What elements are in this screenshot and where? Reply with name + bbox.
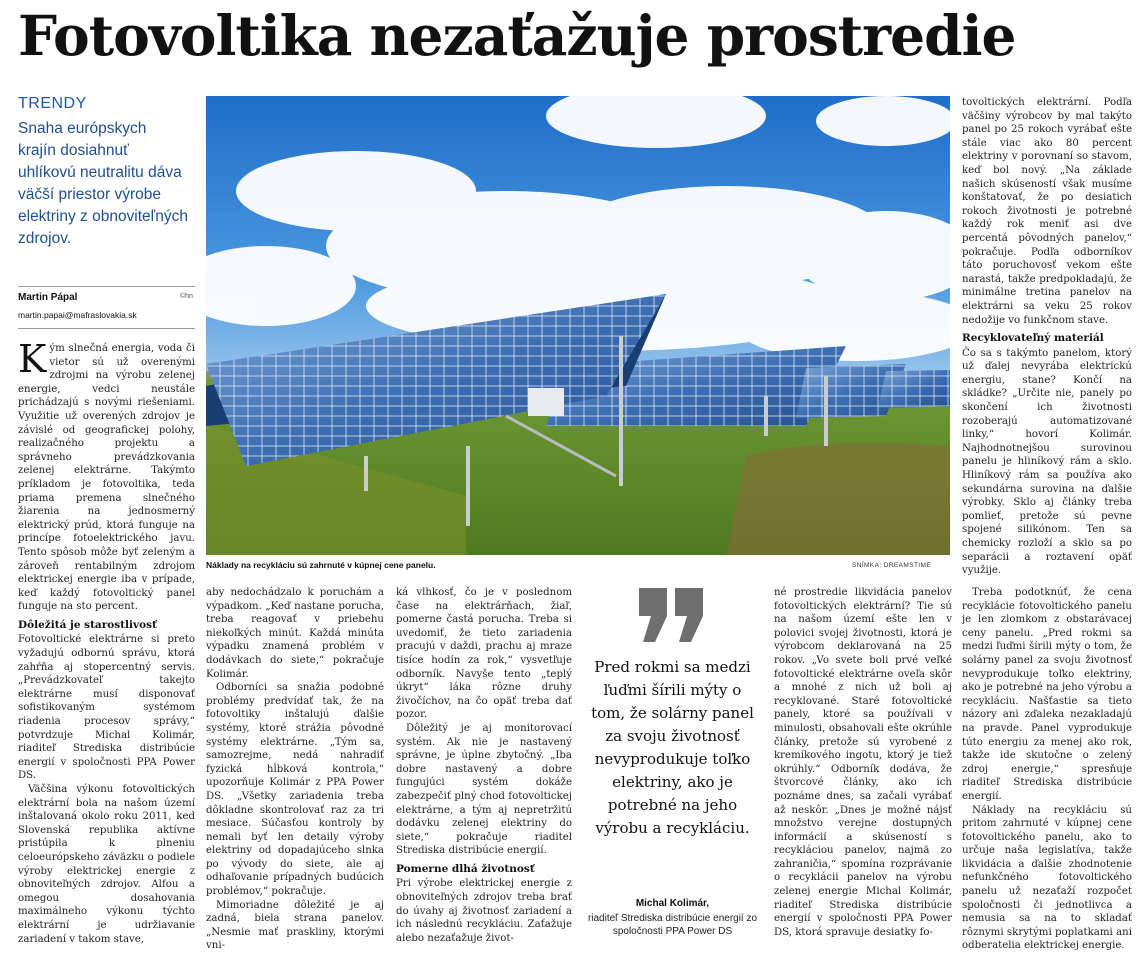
lead-paragraph: Snaha európskych krajín dosiahnuť uhlíkovú neutralitu dáva väčší priestor výrobe elektriny z obnoviteľných zdrojov.	[18, 120, 188, 247]
article-column-2	[206, 586, 384, 966]
rubric-label: TRENDY	[18, 95, 87, 112]
article-column-3	[396, 586, 572, 966]
article-column-1	[18, 342, 195, 966]
article-paragraph: Väčšina výkonu fotovoltických elektrární bola na našom území inštalovaná okolo roku 2011, keď Slovenská republika aktívne pristúpila k plneniu celoeurópskeho záväzku o podiele výroby elektrickej energie z obnoviteľných zdrojov. Alfou a omegou dosahovania maximálneho výkonu týchto elektrární je udržiavanie zariadení v takom stave,	[18, 784, 195, 945]
author-name: Martin Pápal	[18, 292, 78, 303]
headline: Fotovoltika nezaťažuje prostredie	[18, 3, 1016, 68]
drop-cap: K	[18, 342, 47, 381]
subheading: Recyklovateľný materiál	[962, 332, 1104, 345]
article-paragraph: Mimoriadne dôležité je aj zadná, biela strana panelov. „Nesmie mať praskliny, ktorými vni-	[206, 899, 384, 952]
author-email[interactable]: martin.papai@mafraslovakia.sk	[18, 310, 137, 320]
article-paragraph: Dôležitý je aj monitorovací systém. Ak nie je nastavený správne, je úplne zbytočný. „Iba dobre nastavený a dobre fungujúci systém dokáže zabezpečiť plný chod fotovoltickej elektrárne, a tým aj nepretržitú dodávku zelenej elektriny do siete,“ pokračuje riaditeľ Strediska distribúcie energií.	[396, 722, 572, 857]
pull-quote	[585, 586, 760, 966]
quote-text: Pred rokmi sa medzi ľuďmi šírili mýty o tom, že solárny panel za svoju životnosť nevyprodukuje toľko elektriny, ako je potrebné na jeho výrobu a recykláciu.	[591, 658, 754, 837]
article-paragraph: Čo sa s takýmto panelom, ktorý už ďalej nevyrába elektrickú energiu, stane? Končí na skládke? „Určite nie, panely po skončení ich životnosti rozoberajú automatizované linky,“ hovorí Kolimár. Najhodnotnejšou surovinou panelu je hliníkový rám a sklo. Hliníkový rám sa používa ako sekundárna surovina na ďalšie výrobky. Sklo aj články treba pomlieť, pretože sú pevne spojené silikónom. Ten sa chemicky rozloží a sklo sa po separácii a roztavení opäť využije.	[962, 347, 1132, 576]
quote-author-role: riaditeľ Strediska distribúcie energií zo spoločnosti PPA Power DS	[587, 913, 758, 937]
article-paragraph: Treba podotknúť, že cena recyklácie fotovoltického panelu je len zlomkom z obstarávacej ceny panelu. „Pred rokmi sa medzi ľuďmi šírili mýty o tom, že solárny panel za svoju životnosť nevyprodukuje toľko elektriny, ako je potrebné na jeho výrobu a recykláciu. Našťastie sa tieto názory ani zďaleka nezakladajú na pravde. Panel vyprodukuje túto energiu za menej ako rok, takže ide skutočne o zelený zdroj energie,“ spresňuje riaditeľ Strediska distribúcie energií.	[962, 587, 1132, 802]
article-paragraph: Náklady na recykláciu sú pritom zahrnuté v kúpnej cene fotovoltického panelu, ako to určuje naša legislatíva, takže likvidácia a ďalšie zhodnotenie nefunkčného fotovoltického panelu už nezaťaží rozpočet spoločnosti či jednotlivca a nemusia sa na to skladať rôznymi skrytými poplatkami ani odberatelia elektrickej energie.	[962, 804, 1132, 952]
divider	[18, 286, 195, 287]
article-paragraph: tovoltických elektrární. Podľa väčšiny výrobcov by mal takýto panel po 25 rokoch vyrábať ešte stále viac ako 80 percent elektriny v porovnaní so stavom, keď bol nový. „Na základe našich skúseností však musíme konštatovať, že po desiatich rokoch životnosti je potrebné každý rok meniť asi dve percentá pôvodných panelov,“ pokračuje. Podľa odborníkov táto poruchovosť vekom ešte narastá, takže predpokladajú, že minimálne tretina panelov na elektrárni sa veku 25 rokov nedožije vo funkčnom stave.	[962, 97, 1132, 326]
article-paragraph: ká vlhkosť, čo je v poslednom čase na elektrárňach, žiaľ, pomerne častá porucha. Treba si uvedomiť, že tieto zariadenia pracujú v daždi, prachu aj mraze tisíce hodín za rok,“ vysvetľuje odborník. Navyše tento „teplý úkryt“ láka rôzne druhy živočíchov, na čo opäť treba dať pozor.	[396, 587, 572, 721]
article-paragraph: aby nedochádzalo k poruchám a výpadkom. „Keď nastane porucha, treba reagovať v priebehu niekoľkých minút. Každá minúta výpadku znamená problém v dodávkach do siete,“ pokračuje Kolimár.	[206, 587, 384, 680]
photo-credit: SNÍMKA: DREAMSTIME	[852, 562, 932, 569]
quote-mark-icon	[637, 586, 707, 646]
subheading: Dôležitá je starostlivosť	[18, 618, 157, 631]
photo-caption: Náklady na recykláciu sú zahrnuté v kúpnej cene panelu.	[206, 560, 436, 570]
quote-author: Michal Kolimár,	[635, 898, 710, 909]
article-paragraph: Pri výrobe elektrickej energie z obnoviteľných zdrojov treba brať do úvahy aj životnosť zariadení a ich následnú recykláciu. Zaťažuje alebo nezaťažuje život-	[396, 878, 572, 944]
article-column-6-bottom	[962, 586, 1132, 966]
article-paragraph: Kým slnečná energia, voda či vietor sú už overenými zdrojmi na výrobu zelenej energie, vedci neustále prichádzajú s novými riešeniami. Využitie už overených zdrojov je závislé od geografickej polohy, realizačného projektu a správneho prevádzkovania zelenej elektrárne. Takýmto príkladom je fotovoltika, teda priama premena slnečného žiarenia na jednosmerný elektrický prúd, ktorá funguje na princípe fotoelektrického javu. Tento spôsob môže byť zeleným a zároveň rentabilným zdrojom elektrickej energie iba v prípade, keď každý fotovoltický panel funguje na sto percent.	[18, 342, 195, 613]
article-column-6-top	[962, 96, 1132, 576]
article-paragraph: Odborníci sa snažia podobné problémy predvídať tak, že na fotovoltiky inštalujú ďalšie systémy, ktoré strážia pôvodné systémy elektrárne. „Tým sa, samozrejme, nedá nahradiť fyzická hĺbková kontrola,“ upozorňuje Kolimár z PPA Power DS. „Všetky zariadenia treba dôkladne skontrolovať raz za tri mesiace. Súčasťou kontroly by nemali byť len detaily výroby elektriny od dopadajúceho slnka po vývody do siete, ale aj odhaľovanie prípadných budúcich problémov,“ pokračuje.	[206, 682, 384, 898]
divider	[18, 328, 195, 329]
solar-panels-photo	[206, 96, 950, 555]
subheading: Pomerne dlhá životnosť	[396, 862, 535, 875]
article-column-5	[774, 586, 952, 966]
article-paragraph: Fotovoltické elektrárne si preto vyžadujú odbornú správu, ktorá zahŕňa aj stopercentný servis. „Prevádzkovateľ takejto elektrárne musí disponovať sofistikovaným systémom riadenia procesov správy,“ potvrdzuje Michal Kolimár, riaditeľ Strediska distribúcie energií v spoločnosti PPA Power DS.	[18, 634, 195, 782]
article-paragraph: né prostredie likvidácia panelov fotovoltických elektrární? Tie sú na našom území ešte len v polovici svojej životnosti, ktorá je výrobcom deklarovaná na 25 rokov. „Vo svete boli prvé veľké fotovoltické elektrárne oveľa skôr a mnohé z nich už boli aj recyklované. Staré fotovoltické panely, ktoré sa používali v minulosti, obsahovali ešte okrúhle články, pretože sú vyrobené z kremíkového ingotu, ktorý je tiež okrúhly.“ Odborník dodáva, že štvorcové články, ako ich poznáme dnes, sa začali vyrábať až neskôr. „Dnes je možné nájsť množstvo verejne dostupných informácií a skúseností s recykláciou panelov, najmä zo zahraničia,“ spomína rozprávanie o recyklácii panelov na výrobu zelenej energie Michal Kolimár, riaditeľ Strediska distribúcie energií v spoločnosti PPA Power DS, ktorá spravuje desiatky fo-	[774, 587, 952, 938]
author-credit: ©hn	[180, 293, 193, 300]
